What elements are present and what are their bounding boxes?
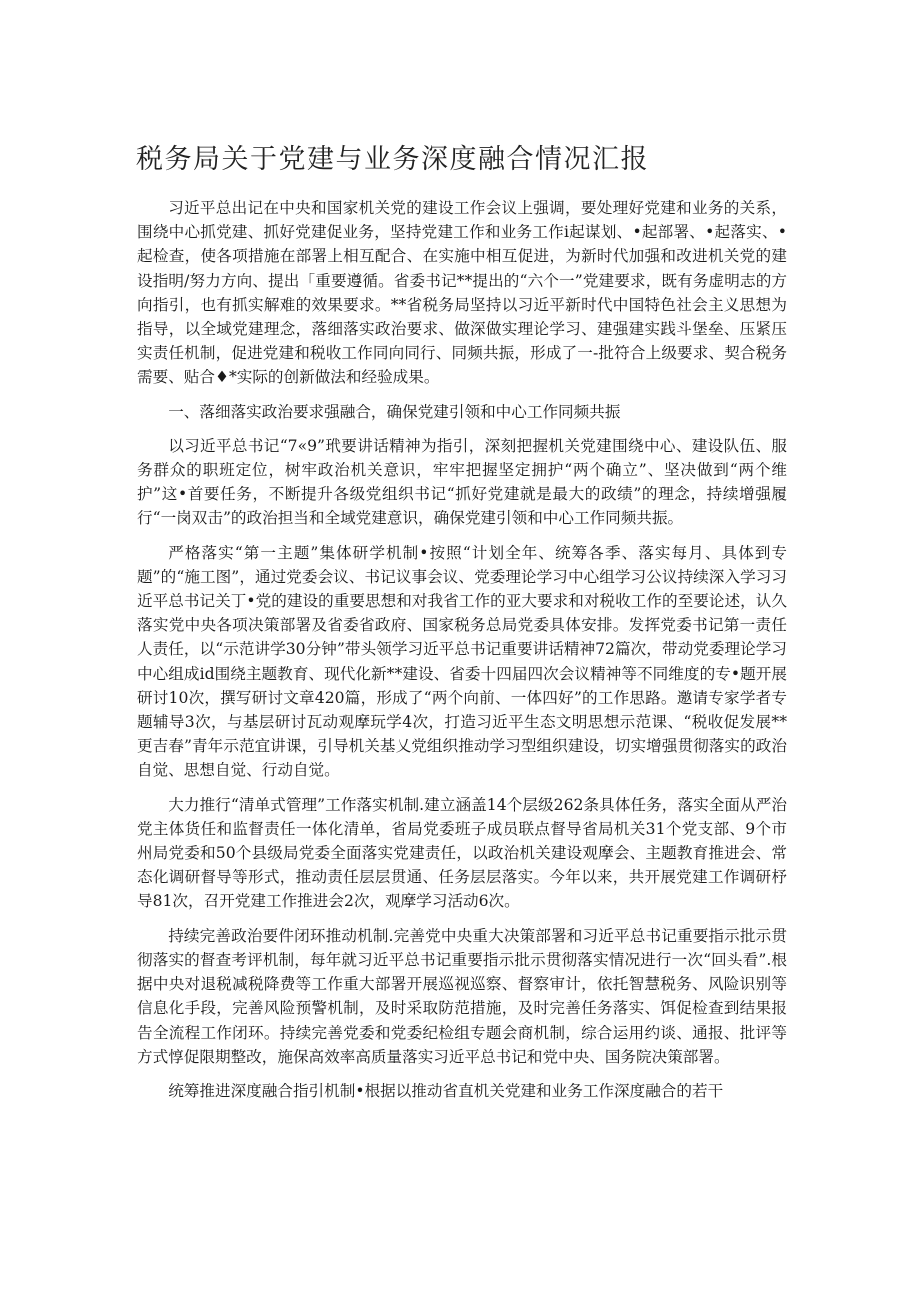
intro-paragraph: 习近平总出记在中央和国家机关党的建设工作会议上强调，要处理好党建和业务的关系，围绕中心抓党建、抓好党建促业务，坚持党建工作和业务工作i起谋划、•起部署、•起落实、•起检查，使各项措施在部署上相互配合、在实施中相互促进，为新时代加强和改进机关党的建设指明/努力方向、提出「重要遵循。省委书记**提出的“六个一”党建要求，既有务虚明志的方向指引，也有抓实解难的效果要求。**省税务局坚持以习近平新时代中国特色社会主义思想为指导，以全域党建理念，落细落实政治要求、做深做实理论学习、建强建实践斗堡垒、压紧压实责任机制，促进党建和税收工作同向同行、同频共振，形成了一-批符合上级要求、契合税务需要、贴合♦*实际的创新做法和经验成果。 <box>137 199 787 387</box>
document-title: 税务局关于党建与业务深度融合情况汇报 <box>136 144 649 175</box>
body-paragraph: 持续完善政治要件闭环推动机制.完善党中央重大决策部署和习近平总书记重要指示批示贯彻落实的督查考评机制，每年就习近平总书记重要指示批示贯彻落实情况进行一次“回头看”.根据中央对退税减税降费等工作重大部署开展巡视巡察、督察审计，依托智慧税务、风险识别等信息化手段，完善风险预警机制，及时采取防范措施，及时完善任务落实、饵促检查到结果报告全流程工作闭环。持续完善党委和党委纪检组专题会商机制，综合运用约谈、通报、批评等方式惇促限期整改，施保高效率高质量落实习近平总书记和党中央、国务院决策部署。 <box>137 926 787 1066</box>
section-heading: 一、落细落实政治要求强融合，确保党建引领和中心工作同频共振 <box>168 402 621 421</box>
body-paragraph: 以习近平总书记“7«9”玳要讲话精神为指引，深刻把握机关党建围绕中心、建设队伍、服务群众的职班定位，树牢政治机关意识，牢牢把握坚定拥护“两个确立”、坚决做到“两个维护”这•首要任务，不断提升各级党组织书记“抓好党建就是最大的政绩”的理念，持续增强履行“一岗双击”的政治担当和全域党建意识，确保党建引领和中心工作同频共振。 <box>137 436 787 528</box>
body-paragraph: 统筹推进深度融合指引机制•根据以推动省直机关党建和业务工作深度融合的若干 <box>168 1081 724 1100</box>
document-body <box>137 196 787 1103</box>
body-paragraph: 严格落实“第一主题”集体研学机制•按照“计划全年、统筹各季、落实每月、具体到专题”的“施工图”，通过党委会议、书记议事会议、党委理论学习中心组学习公议持续深入学习习近平总书记关丁•党的建设的重要思想和对我省工作的亚大要求和对税收工作的至要论述，认久落实党中央各项决策部署及省委省政府、国家税务总局党委具体安排。发挥党委书记第一责任人责任，以“示范讲学30分钟”带头领学习近平总书记重要讲话精神72篇次，带动党委理论学习中心组成id围绕主题教育、现代化新**建设、省委十四届四次会议精神等不同维度的专•题开展研讨10次，撰写研讨文章420篇，形成了“两个向前、一体四好”的工作思路。邀请专家学者专题辅导3次，与基层研讨瓦动观摩玩学4次，打造习近平生态文明思想示范课、“税收促发展**更吉春”青年示范宜讲课，引导机关基乂党组织推动学习型组织建设，切实增强贯彻落实的政治自觉、思想自觉、行动自觉。 <box>137 543 787 780</box>
body-paragraph: 大力推行“清单式管理”工作落实机制.建立涵盖14个层级262条具体任务，落实全面从严治党主体货任和监督责任一体化清单，省局党委班子成员联点督导省局机关31个党支部、9个市州局党委和50个县级局党委全面落实党建责任，以政治机关建设观摩会、主题教育推进会、常态化调研督导等形式，推动责任层层贯通、任务层层落实。今年以来，共开展党建工作调研杼导81次，召开党建工作推进会2次，观摩学习活动6次。 <box>137 795 787 911</box>
